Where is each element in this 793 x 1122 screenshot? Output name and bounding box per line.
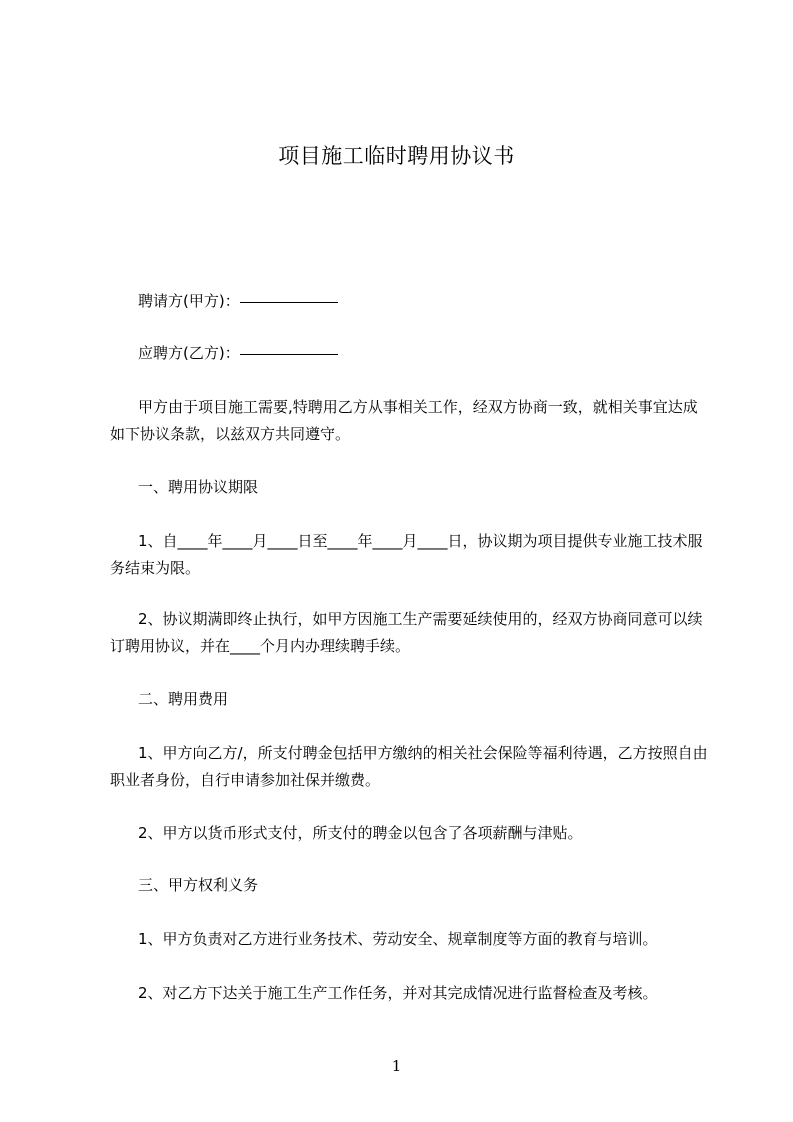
- party-b-blank: [240, 353, 338, 355]
- section-3-item-1: 1、甲方负责对乙方进行业务技术、劳动安全、规章制度等方面的教育与培训。: [138, 930, 658, 948]
- section-1-item-1: 1、自____年____月____日至____年____月____日，协议期为项目提供专业施工技术服务结束为限。: [110, 532, 703, 577]
- section-2-item-1: 1、甲方向乙方/，所支付聘金包括甲方缴纳的相关社会保险等福利待遇，乙方按照自由职业者身份，自行申请参加社保并缴费。: [110, 744, 708, 789]
- party-b-line: [110, 340, 710, 367]
- section-1-heading: 一、聘用协议期限: [138, 478, 259, 496]
- party-b-label: 应聘方(乙方)：: [138, 344, 240, 362]
- section-1-item-2: 2、协议期满即终止执行，如甲方因施工生产需要延续使用的，经双方协商同意可以续订聘用协议，并在____个月内办理续聘手续。: [110, 610, 703, 655]
- party-a-blank: [240, 301, 338, 303]
- intro-paragraph: 甲方由于项目施工需要,特聘用乙方从事相关工作，经双方协商一致，就相关事宜达成如下协议条款，以兹双方共同遵守。: [110, 398, 698, 443]
- party-a-line: [110, 288, 710, 315]
- section-2-item-2: 2、甲方以货币形式支付，所支付的聘金以包含了各项薪酬与津贴。: [138, 824, 583, 842]
- document-title: 项目施工临时聘用协议书: [278, 144, 515, 168]
- page-number: 1: [391, 1057, 402, 1075]
- section-3-item-2: 2、对乙方下达关于施工生产工作任务，并对其完成情况进行监督检查及考核。: [138, 984, 658, 1002]
- section-3-heading: 三、甲方权利义务: [138, 876, 259, 894]
- party-a-label: 聘请方(甲方)：: [138, 292, 240, 310]
- section-2-heading: 二、聘用费用: [138, 690, 229, 708]
